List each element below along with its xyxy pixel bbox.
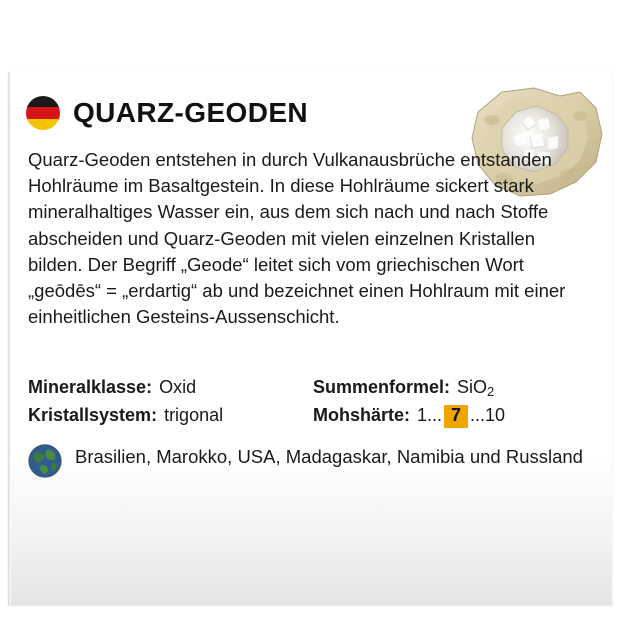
mohs-hardness-label: Mohshärte: <box>313 405 411 425</box>
crystal-system-value: trigonal <box>164 405 224 425</box>
card-header <box>26 96 308 130</box>
formula-value: SiO <box>457 377 488 397</box>
locations-section <box>28 442 590 478</box>
mohs-hardness-badge: 7 <box>444 405 468 428</box>
german-flag-icon <box>26 96 60 130</box>
properties-table <box>28 377 588 433</box>
globe-icon <box>28 444 62 478</box>
mineral-class-field <box>28 377 313 398</box>
formula-label: Summenformel: <box>313 377 451 397</box>
formula-field <box>313 377 494 398</box>
mohs-scale-suffix: ...10 <box>470 405 506 425</box>
mohs-scale-prefix: 1... <box>417 405 443 425</box>
card-left-edge <box>8 72 11 605</box>
mineral-info-card <box>8 72 612 605</box>
properties-row-2 <box>28 405 588 433</box>
page-title: QUARZ-GEODEN <box>73 97 309 128</box>
description-text: Quarz-Geoden entstehen in durch Vulkanausbrüche entstanden Hohlräume im Basaltgestein. In diese Hohlräume sickert stark mineralhaltiges Wasser ein, aus dem sich nach und nach Stoffe abscheiden und Quarz-Geoden mit vielen einzelnen Kristallen bilden. Der Begriff „Geode“ leitet sich vom griechischen Wort „geōdēs“ = „erdartig“ ab und bezeichnet einen Hohlraum mit einer einheitlichen Gesteins-Aussenschicht. <box>28 149 566 328</box>
locations-text: Brasilien, Marokko, USA, Madagaskar, Namibia und Russland <box>75 446 583 467</box>
mohs-hardness-field <box>313 405 505 428</box>
formula-subscript: 2 <box>487 384 495 399</box>
mineral-class-label: Mineralklasse: <box>28 377 153 397</box>
properties-row-1 <box>28 377 588 405</box>
crystal-system-field <box>28 405 313 426</box>
mineral-class-value: Oxid <box>159 377 197 397</box>
crystal-system-label: Kristallsystem: <box>28 405 158 425</box>
